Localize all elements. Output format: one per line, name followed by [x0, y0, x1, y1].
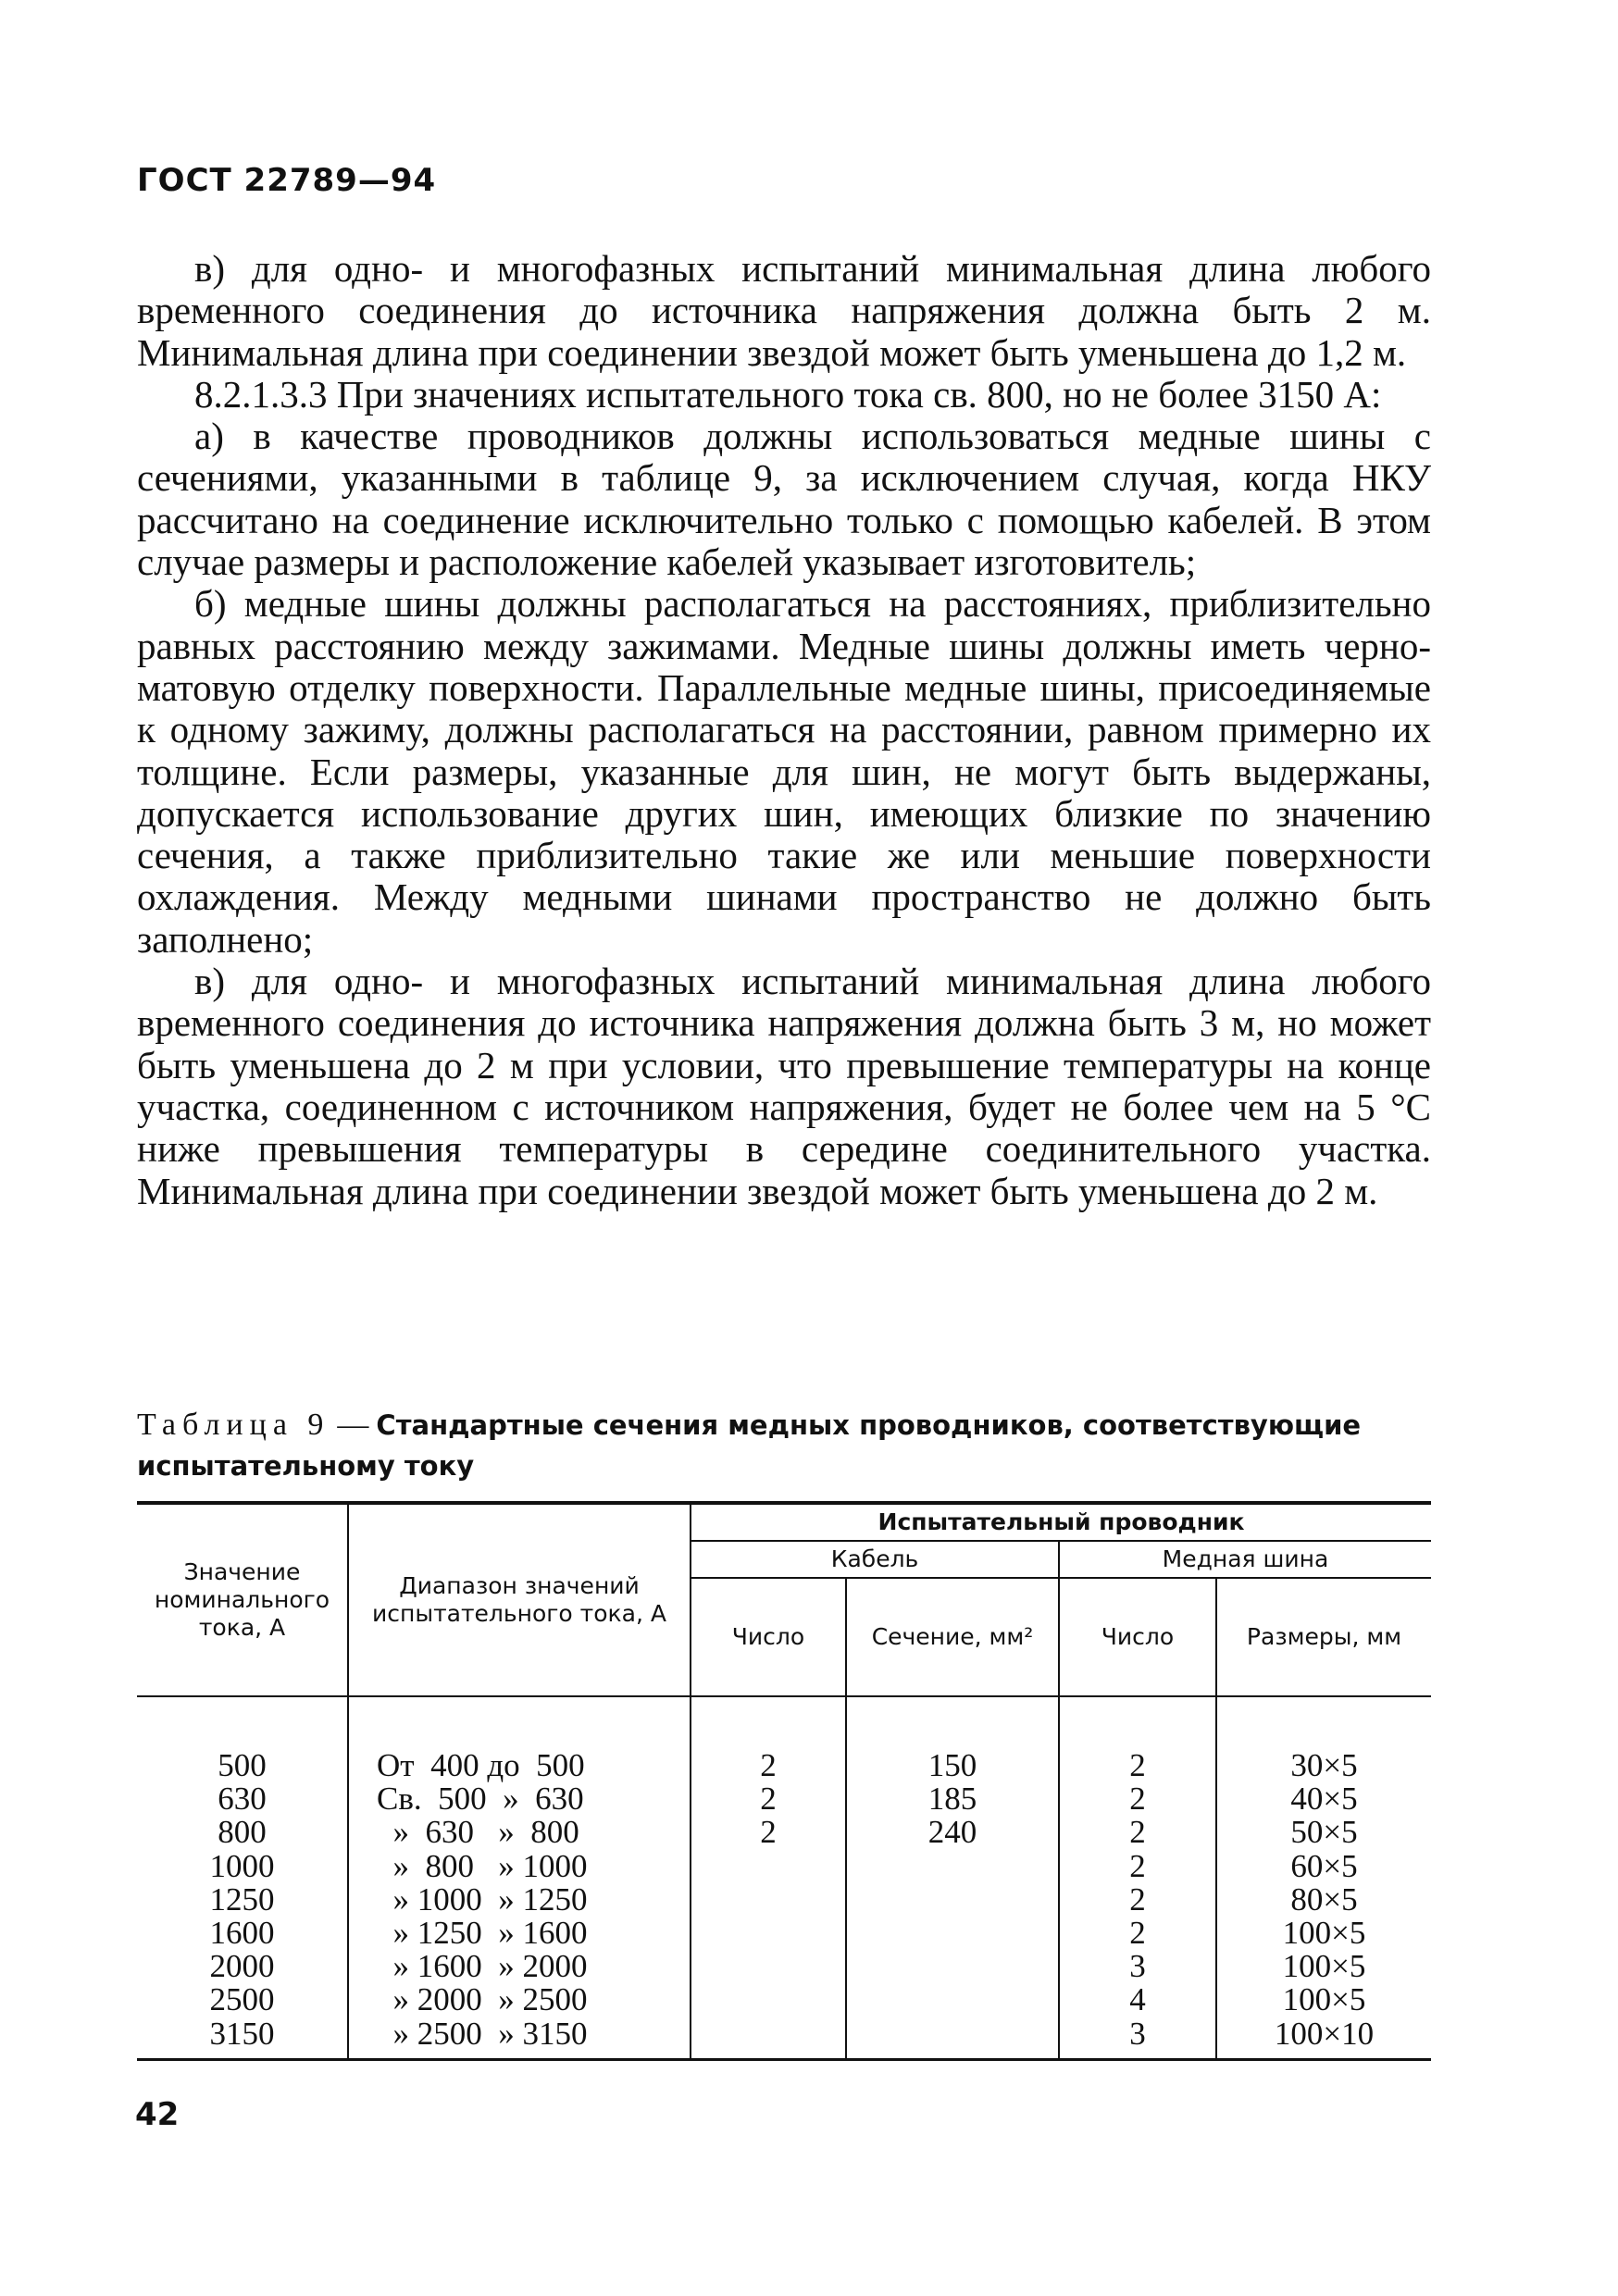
paragraph: а) в качестве проводников должны использоваться медные шины с сечениями, указанными в таблице 9, за исключением случая, когда НКУ рассчитано на соединение исключительно только с помощью кабелей. В этом случае размеры и расположение кабелей указывает изготовитель; — [137, 415, 1431, 584]
paragraph: б) медные шины должны располагаться на расстояниях, приблизительно равных расстоянию между зажимами. Медные шины должны иметь черно-матовую отделку поверхности. Параллельные медные шины, присоединяемые к одному зажиму, должны располагаться на расстоянии, равном примерно их толщине. Если размеры, указанные для шин, не могут быть выдержаны, допускается использование других шин, имеющих близкие по значению сечения, а также приблизительно такие же или меньшие поверхности охлаждения. Между медными шинами пространство не должно быть заполнено; — [137, 582, 1431, 961]
table-title: Стандартные сечения медных проводников, соответствующие испытательному току — [137, 1409, 1362, 1482]
table-cell: 500 — [218, 1747, 267, 1783]
table-cell: 60×5 — [1290, 1847, 1358, 1884]
body-text — [137, 248, 1431, 1212]
table-cell: 2 — [760, 1781, 777, 1818]
test-range-column — [348, 1696, 691, 2059]
table-cell: 2 — [1129, 1915, 1146, 1952]
table-cell: 2 — [760, 1814, 777, 1851]
table-cell: 100×10 — [1274, 2015, 1375, 2052]
header-test-range: Диапазон значений испытательного тока, А — [348, 1503, 691, 1696]
table-cell: 100×5 — [1282, 1915, 1366, 1952]
caption-dash: — — [337, 1408, 369, 1442]
table-cell: 2 — [1129, 1814, 1146, 1851]
table-cell: 100×5 — [1282, 1981, 1366, 2018]
table-cell: 3 — [1129, 1948, 1146, 1985]
table-cell: » 800 » 1000 — [377, 1847, 588, 1884]
header-cable: Кабель — [691, 1541, 1059, 1578]
table-cell: 2 — [1129, 1847, 1146, 1884]
header-test-conductor: Испытательный проводник — [691, 1503, 1431, 1541]
table-cell: 3 — [1129, 2015, 1146, 2052]
cable-section-column — [846, 1696, 1059, 2059]
bus-size-column — [1216, 1696, 1431, 2059]
table-cell: » 2000 » 2500 — [377, 1981, 588, 2018]
table-cell: » 1000 » 1250 — [377, 1880, 588, 1917]
table-cell: 800 — [218, 1814, 267, 1851]
table-cell: 1250 — [209, 1880, 275, 1917]
table-cell: 185 — [927, 1781, 977, 1818]
table-cell: 4 — [1129, 1981, 1146, 2018]
table-cell: 150 — [927, 1747, 977, 1783]
table-cell: » 630 » 800 — [377, 1814, 579, 1851]
paragraph: 8.2.1.3.3 При значениях испытательного тока св. 800, но не более 3150 А: — [194, 372, 1382, 416]
document-header: ГОСТ 22789—94 — [137, 162, 437, 199]
cable-count-column — [691, 1696, 846, 2059]
header-bus-count: Число — [1059, 1578, 1216, 1696]
table-cell: 2 — [1129, 1880, 1146, 1917]
table-cell: 3150 — [209, 2015, 275, 2052]
header-rated-current: Значение номинального тока, А — [137, 1503, 348, 1696]
header-busbar: Медная шина — [1059, 1541, 1431, 1578]
table-cell: 40×5 — [1290, 1781, 1358, 1818]
paragraph: в) для одно- и многофазных испытаний минимальная длина любого временного соединения до источника напряжения должна быть 2 м. Минимальная длина при соединении звездой может быть уменьшена до 1,2 м. — [137, 247, 1431, 374]
header-bus-size: Размеры, мм — [1216, 1578, 1431, 1696]
table-cell: 30×5 — [1290, 1747, 1358, 1783]
bus-count-column — [1059, 1696, 1216, 2059]
header-cable-section: Сечение, мм² — [846, 1578, 1059, 1696]
rated-current-column — [137, 1696, 348, 2059]
table-cell: 240 — [927, 1814, 977, 1851]
table-label: Таблица 9 — [137, 1408, 330, 1442]
table-cell: 1000 — [209, 1847, 275, 1884]
table-cell: От 400 до 500 — [377, 1747, 585, 1783]
table-caption — [137, 1405, 1431, 1486]
table-cell: » 2500 » 3150 — [377, 2015, 588, 2052]
table-cell: 50×5 — [1290, 1814, 1358, 1851]
table-cell: 630 — [218, 1781, 267, 1818]
table-cell: » 1250 » 1600 — [377, 1915, 588, 1952]
table-cell: 2000 — [209, 1948, 275, 1985]
table-cell: Св. 500 » 630 — [377, 1781, 584, 1818]
table-cell: 1600 — [209, 1915, 275, 1952]
table-cell: 2 — [760, 1747, 777, 1783]
table-cell: 100×5 — [1282, 1948, 1366, 1985]
header-cable-count: Число — [691, 1578, 846, 1696]
paragraph: в) для одно- и многофазных испытаний минимальная длина любого временного соединения до источника напряжения должна быть 3 м, но может быть уменьшена до 2 м при условии, что превышение температуры на конце участка, соединенном с источником напряжения, будет не более чем на 5 °С ниже превышения температуры в середине соединительного участка. Минимальная длина при соединении звездой может быть уменьшена до 2 м. — [137, 960, 1431, 1212]
table-cell: 2 — [1129, 1781, 1146, 1818]
table-cell: 2 — [1129, 1747, 1146, 1783]
table-cell: 80×5 — [1290, 1880, 1358, 1917]
conductor-table — [137, 1501, 1431, 2061]
page-number: 42 — [135, 2096, 180, 2133]
table-cell: » 1600 » 2000 — [377, 1948, 588, 1985]
table-cell: 2500 — [209, 1981, 275, 2018]
